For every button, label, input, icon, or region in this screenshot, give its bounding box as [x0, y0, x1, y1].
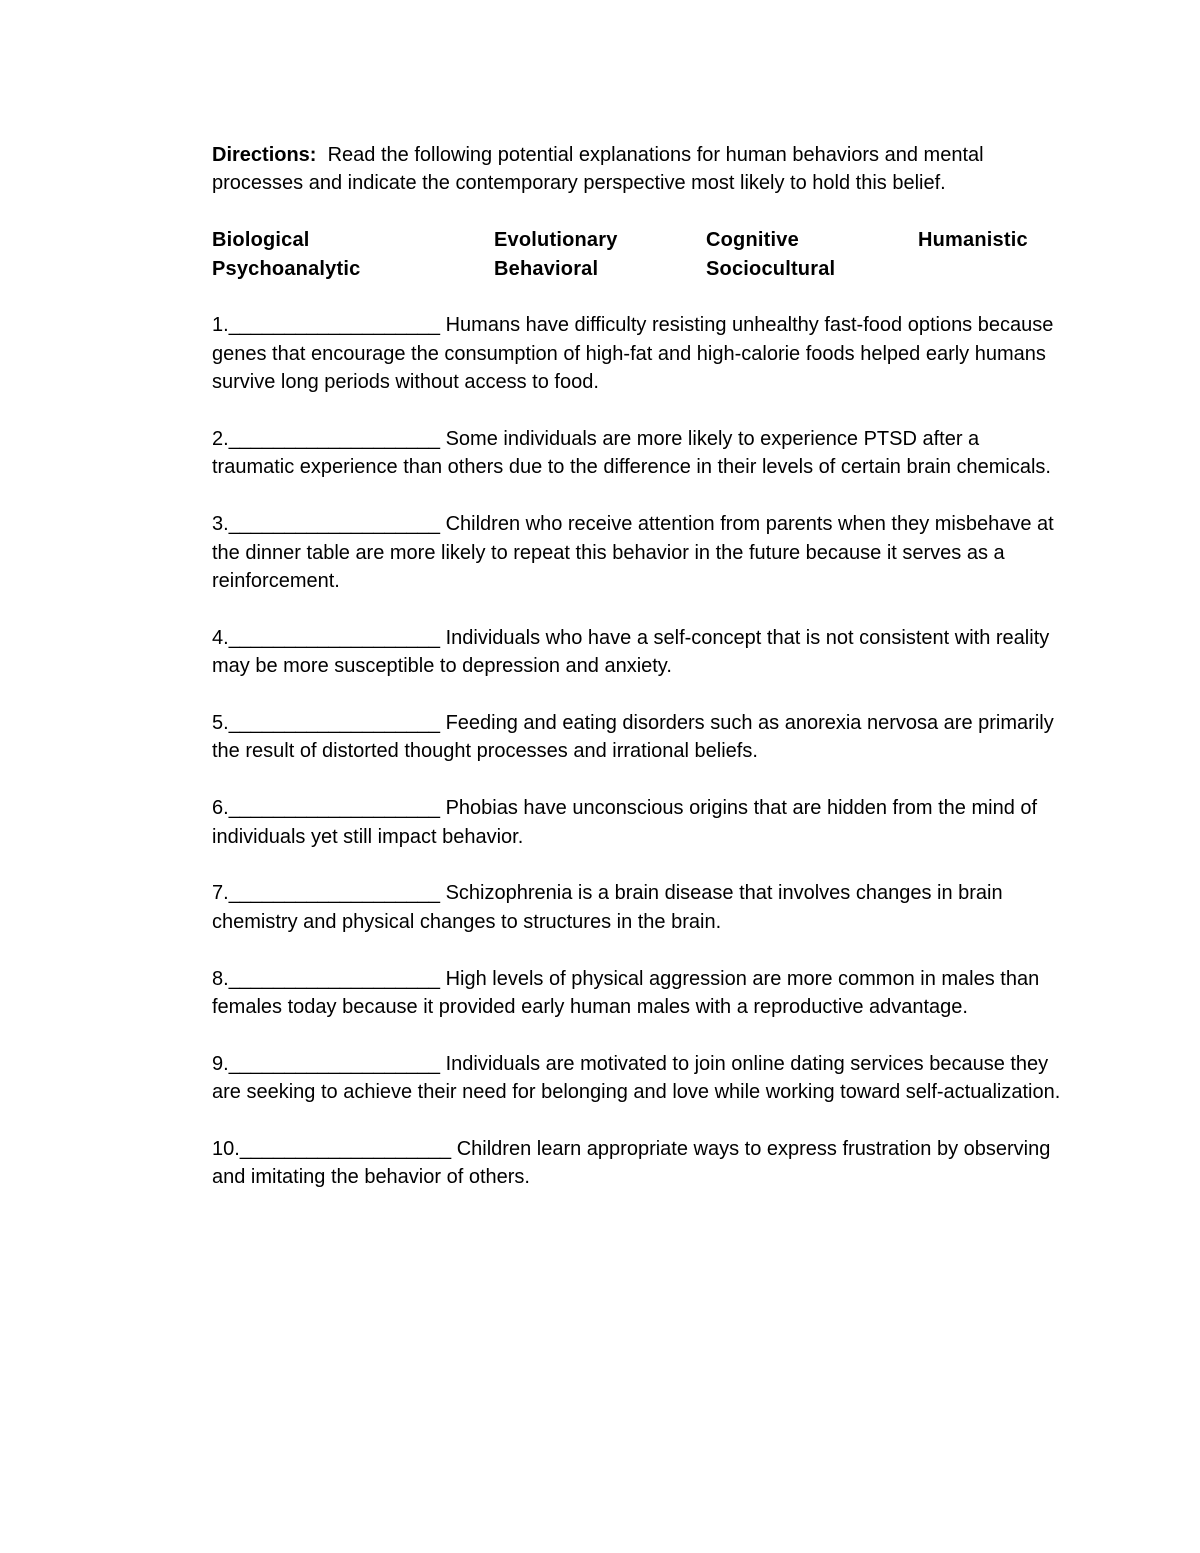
- question-text: Children learn appropriate ways to express frustration by observing and imitating the behavior of others.: [212, 1138, 1051, 1189]
- question-text: Individuals who have a self-concept that is not consistent with reality may be more susceptible to depression and anxiety.: [212, 626, 1050, 678]
- answer-blank[interactable]: ___________________: [228, 428, 441, 451]
- answer-blank[interactable]: ___________________: [228, 712, 441, 735]
- question-number: 8.: [212, 967, 229, 990]
- answer-blank[interactable]: ___________________: [228, 513, 441, 536]
- answer-blank[interactable]: ___________________: [228, 797, 441, 820]
- answer-blank[interactable]: ___________________: [228, 1052, 441, 1075]
- question-text: Some individuals are more likely to experience PTSD after a traumatic experience than others due to the difference in their levels of certain brain chemicals.: [212, 428, 1051, 479]
- question-9: [212, 1050, 1062, 1107]
- question-6: [212, 794, 1062, 851]
- question-number: 10.: [212, 1138, 240, 1161]
- answer-blank[interactable]: ___________________: [228, 967, 441, 990]
- question-3: [212, 510, 1062, 595]
- question-number: 3.: [212, 513, 229, 536]
- question-number: 2.: [212, 428, 229, 451]
- question-text: Feeding and eating disorders such as anorexia nervosa are primarily the result of distorted thought processes and irrational beliefs.: [212, 712, 1054, 763]
- question-text: Children who receive attention from parents when they misbehave at the dinner table are more likely to repeat this behavior in the future because it serves as a reinforcement.: [212, 513, 1054, 593]
- perspective-humanistic: Humanistic: [918, 229, 1028, 252]
- worksheet: [212, 141, 1062, 1192]
- answer-blank[interactable]: ___________________: [228, 314, 441, 337]
- answer-blank[interactable]: ___________________: [228, 882, 441, 905]
- question-number: 7.: [212, 882, 229, 905]
- directions-paragraph: [212, 141, 1062, 198]
- question-5: [212, 709, 1062, 766]
- question-7: [212, 879, 1062, 936]
- answer-blank[interactable]: ___________________: [228, 626, 441, 649]
- question-number: 4.: [212, 626, 229, 649]
- perspective-behavioral: Behavioral: [494, 257, 599, 280]
- answer-blank[interactable]: ___________________: [239, 1138, 452, 1161]
- question-4: [212, 624, 1062, 681]
- question-text: Phobias have unconscious origins that are hidden from the mind of individuals yet still impact behavior.: [212, 797, 1038, 848]
- question-1: [212, 311, 1062, 396]
- question-2: [212, 425, 1062, 482]
- question-number: 5.: [212, 712, 229, 735]
- question-text: High levels of physical aggression are more common in males than females today because it provided early human males with a reproductive advantage.: [212, 967, 1040, 1019]
- perspective-cognitive: Cognitive: [706, 229, 799, 252]
- perspective-list: [212, 226, 1062, 283]
- perspective-biological: Biological: [212, 229, 310, 252]
- question-number: 1.: [212, 314, 229, 337]
- question-text: Individuals are motivated to join online dating services because they are seeking to achieve their need for belonging and love while working toward self-actualization.: [212, 1052, 1061, 1104]
- question-8: [212, 965, 1062, 1022]
- question-number: 9.: [212, 1052, 229, 1075]
- question-text: Schizophrenia is a brain disease that involves changes in brain chemistry and physical changes to structures in the brain.: [212, 882, 1003, 933]
- perspective-evolutionary: Evolutionary: [494, 229, 618, 252]
- perspective-sociocultural: Sociocultural: [706, 257, 836, 280]
- question-number: 6.: [212, 797, 229, 820]
- directions-text: Read the following potential explanations for human behaviors and mental processes and indicate the contemporary perspective most likely to hold this belief.: [212, 144, 984, 195]
- directions-label: Directions:: [212, 144, 317, 166]
- question-text: Humans have difficulty resisting unhealthy fast-food options because genes that encourage the consumption of high-fat and high-calorie foods helped early humans survive long periods without access to food.: [212, 314, 1054, 394]
- question-10: [212, 1135, 1062, 1192]
- perspective-psychoanalytic: Psychoanalytic: [212, 257, 361, 280]
